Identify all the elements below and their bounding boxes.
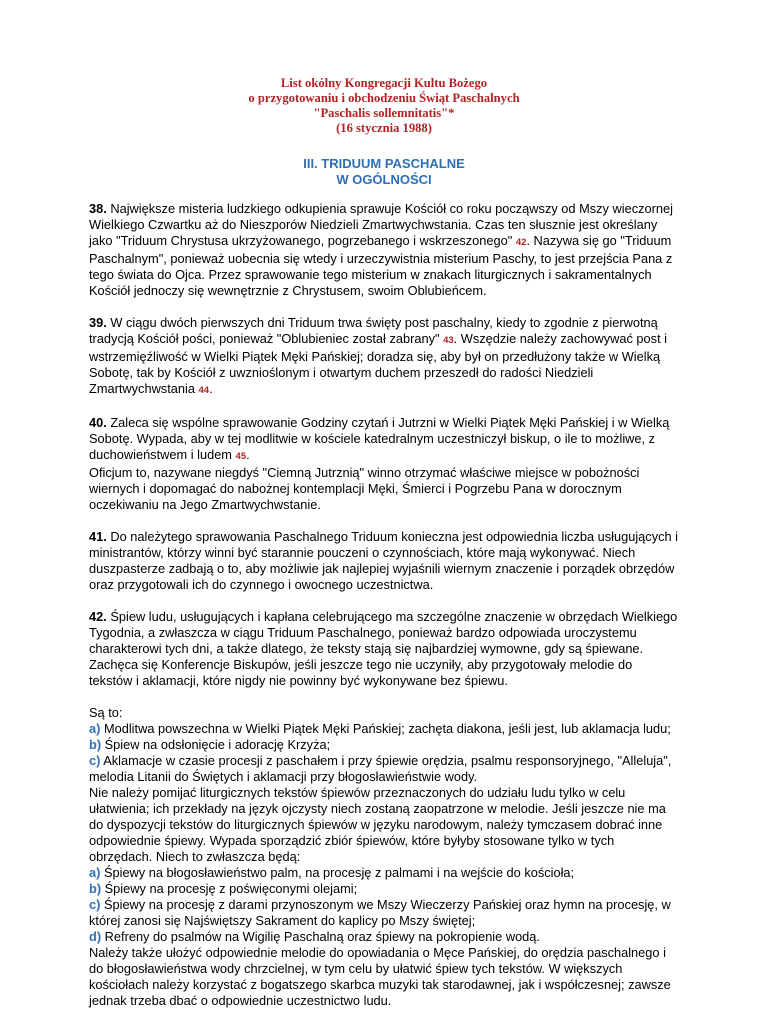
paragraph-text: Największe misteria ludzkiego odkupienia sprawuje Kościół co roku począwszy od Mszy wieczornej Wielkiego Czwartku aż do Nieszporów Niedzieli Zmartwychwstania. Czas ten słusznie jest określany jako "Triduum Chrystusa ukrzyżowanego, pogrzebanego i wskrzeszonego" — [89, 201, 673, 248]
list-item-text: Aklamacje w czasie procesji z paschałem i przy śpiewie orędzia, psalmu responsoryjnego, "Alleluja", melodia Litanii do Świętych i aklamacji przy błogosławieństwie wody. — [89, 753, 672, 784]
paragraph-number: 42. — [89, 609, 107, 624]
paragraph-39 — [89, 315, 679, 399]
paragraph-text: Śpiew ludu, usługujących i kapłana celebrującego ma szczególne znaczenie w obrzędach Wielkiego Tygodnia, a zwłaszcza w ciągu Triduum Paschalnego, ponieważ bardzo odpowiada uroczystemu charakterowi tych dni, a także dlatego, że teksty stają się najbardziej wymowne, gdy są śpiewane. Zachęca się Konferencje Biskupów, jeśli jeszcze tego nie uczyniły, aby przygotowały melodie do tekstów i aklamacji, które nigdy nie powinny być wykonywane bez śpiewu. — [89, 609, 678, 688]
list-item-text: Śpiewy na procesję z darami przynoszonym we Mszy Wieczerzy Pańskiej oraz hymn na procesję, w której zanosi się Najświętszy Sakrament do kaplicy po Mszy świętej; — [89, 897, 671, 928]
list-item-label: c) — [89, 897, 101, 912]
paragraph-text: Należy także ułożyć odpowiednie melodie do opowiadania o Męce Pańskiej, do orędzia paschalnego i do błogosławieństwa wody chrzcielnej, w tym celu by ułatwić śpiew tych tekstów. W większych kościołach należy korzystać z bogatszego skarbca muzyki tak starodawnej, jak i współczesnej; zawsze jednak trzeba dbać o odpowiednie uczestnictwo ludu. — [89, 945, 671, 1008]
paragraph-text: Do należytego sprawowania Paschalnego Triduum konieczna jest odpowiednia liczba usługujących i ministrantów, którzy winni być starannie pouczeni o czynnościach, które mają wykonywać. Niech duszpasterze zadbają o to, aby możliwie jak najlepiej wyjaśnili wiernym znaczenie i porządek obrzędów oraz przygotowali ich do czynnego i owocnego uczestnictwa. — [89, 529, 679, 592]
list-item-label: d) — [89, 929, 102, 944]
list-item-text: Refreny do psalmów na Wigilię Paschalną oraz śpiewy na pokropienie wodą. — [101, 929, 540, 944]
title-line: o przygotowaniu i obchodzeniu Świąt Paschalnych — [248, 91, 520, 105]
paragraph-text: Oficjum to, nazywane niegdyś "Ciemną Jutrznią" winno otrzymać właściwe miejsce w pobożności wiernych i dopomagać do nabożnej kontemplacji Męki, Śmierci i Pogrzebu Pana w dorocznym oczekiwaniu na Jego Zmartwychwstanie. — [89, 465, 640, 512]
paragraph-42 — [89, 609, 679, 689]
footnote-link[interactable]: 44 — [198, 385, 210, 396]
paragraph-40 — [89, 415, 679, 513]
footnote-link[interactable]: 43 — [443, 335, 454, 346]
paragraph-text: . — [246, 447, 250, 462]
list-item-text: Śpiewy na procesję z poświęconymi olejami; — [101, 881, 358, 896]
list-item-label: a) — [89, 865, 101, 880]
paragraph-number: 41. — [89, 529, 107, 544]
list-item-text: Modlitwa powszechna w Wielki Piątek Męki Pańskiej; zachęta diakona, jeśli jest, lub aklamacja ludu; — [100, 721, 671, 736]
paragraph-text: . — [209, 381, 213, 396]
list-item-label: a) — [89, 721, 101, 736]
paragraph-number: 39. — [89, 315, 107, 330]
paragraph-text: Zaleca się wspólne sprawowanie Godziny czytań i Jutrzni w Wielki Piątek Męki Pańskiej i w Wielką Sobotę. Wypada, aby w tej modlitwie w kościele katedralnym uczestniczył biskup, o ile to możliwe, z duchowieństwem i ludem — [89, 415, 670, 462]
song-list — [89, 705, 679, 1009]
footnote-link[interactable]: 42 — [515, 237, 527, 248]
list-intro: Są to: — [89, 705, 123, 720]
title-line: "Paschalis sollemnitatis"* — [313, 106, 455, 120]
list-item-text: Śpiew na odsłonięcie i adorację Krzyża; — [101, 737, 331, 752]
paragraph-text: W ciągu dwóch pierwszych dni Triduum trwa święty post paschalny, kiedy to zgodnie z pierwotną tradycją Kościół pości, ponieważ "Oblubieniec został zabrany" — [89, 315, 658, 346]
section-heading — [89, 156, 679, 187]
paragraph-41 — [89, 529, 679, 593]
title-line: List okólny Kongregacji Kultu Bożego — [280, 76, 488, 90]
title-line: (16 stycznia 1988) — [336, 121, 432, 135]
list-item-label: b) — [89, 737, 102, 752]
paragraph-38 — [89, 201, 679, 299]
list-item-text: Śpiewy na błogosławieństwo palm, na procesję z palmami i na wejście do kościoła; — [100, 865, 575, 880]
document-body — [89, 76, 679, 1009]
paragraph-number: 40. — [89, 415, 107, 430]
section-heading-line: W OGÓLNOŚCI — [336, 171, 432, 187]
paragraph-number: 38. — [89, 201, 107, 216]
footnote-link[interactable]: 45 — [235, 451, 247, 462]
paragraph-text: Nie należy pomijać liturgicznych tekstów śpiewów przeznaczonych do udziału ludu tylko w celu ułatwienia; ich przekłady na język ojczysty niech zostaną zaopatrzone w melodie. Jeśli jeszcze nie ma do dyspozycji tekstów do liturgicznych śpiewów w języku narodowym, należy tymczasem dobrać inne odpowiednie śpiewy. Wypada sporządzić zbiór śpiewów, które byłyby stosowane tylko w tych obrzędach. Niech to zwłaszcza będą: — [89, 785, 666, 864]
paragraph-text: . Nazywa się go "Triduum Paschalnym", ponieważ uobecnia się wtedy i urzeczywistnia misterium Paschy, to jest przejścia Pana z tego świata do Ojca. Przez sprawowanie tego misterium w znakach liturgicznych i sakramentalnych Kościół jednoczy się wewnętrznie z Chrystusem, swoim Oblubieńcem. — [89, 233, 673, 298]
list-item-label: b) — [89, 881, 102, 896]
section-heading-line: III. TRIDUUM PASCHALNE — [303, 156, 465, 171]
paragraph-text: . Wszędzie należy zachowywać post i wstrzemięźliwość w Wielki Piątek Męki Pańskiej; doradza się, aby był on przedłużony także w Wielką Sobotę, tak by Kościół z uwznioślonym i otwartym duchem przeszedł do radości Niedzieli Zmartwychwstania — [89, 331, 668, 396]
document-title — [89, 76, 679, 136]
list-item-label: c) — [89, 753, 101, 768]
